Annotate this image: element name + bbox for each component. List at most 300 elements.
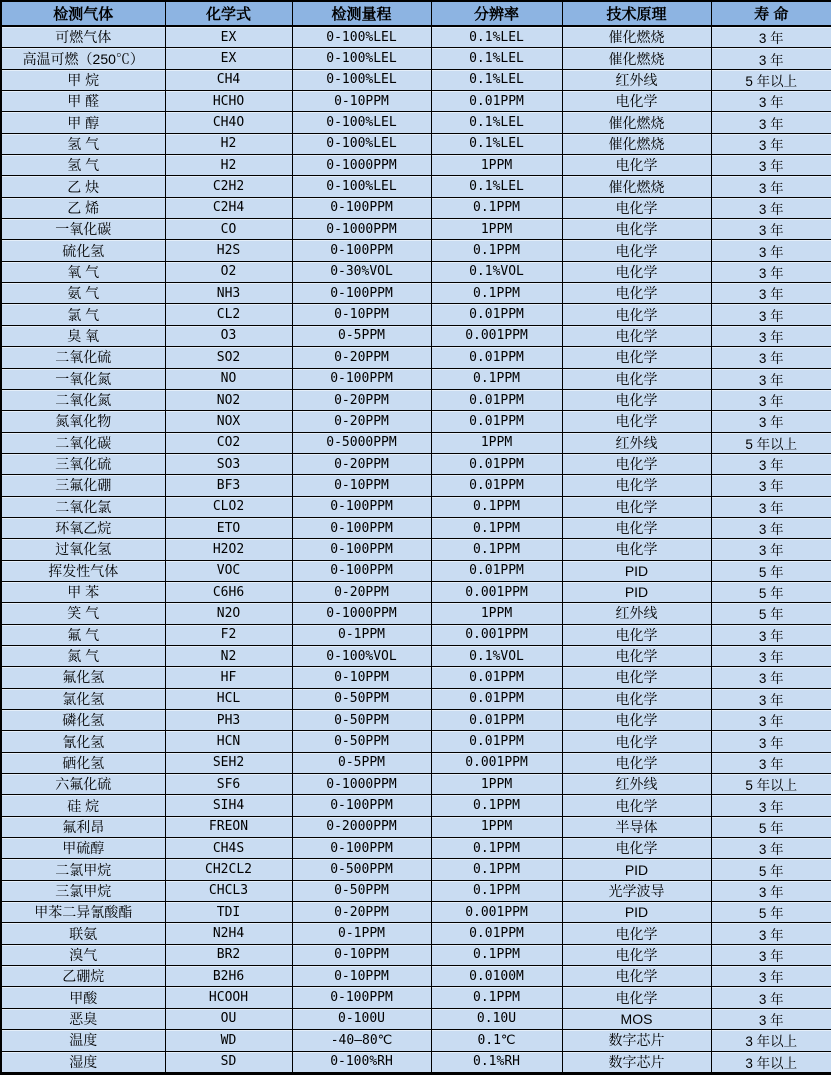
cell-gas: 氟化氢 bbox=[1, 667, 165, 688]
cell-range: 0-1PPM bbox=[292, 923, 431, 944]
table-row bbox=[1, 1030, 831, 1051]
cell-gas: 三氯甲烷 bbox=[1, 880, 165, 901]
cell-formula: ETO bbox=[165, 517, 292, 538]
cell-resolution: 0.01PPM bbox=[431, 710, 562, 731]
cell-principle: 催化燃烧 bbox=[562, 48, 711, 69]
cell-lifetime: 3 年 bbox=[711, 987, 831, 1008]
cell-resolution: 1PPM bbox=[431, 219, 562, 240]
cell-formula: H2 bbox=[165, 133, 292, 154]
table-row bbox=[1, 325, 831, 346]
cell-range: 0-100PPM bbox=[292, 496, 431, 517]
table-row bbox=[1, 517, 831, 538]
cell-resolution: 0.1%LEL bbox=[431, 176, 562, 197]
cell-lifetime: 3 年 bbox=[711, 368, 831, 389]
cell-principle: 电化学 bbox=[562, 539, 711, 560]
column-header-lifetime: 寿 命 bbox=[711, 1, 831, 26]
cell-lifetime: 3 年 bbox=[711, 26, 831, 48]
table-row bbox=[1, 816, 831, 837]
table-row bbox=[1, 411, 831, 432]
cell-formula: FREON bbox=[165, 816, 292, 837]
cell-gas: 氯 气 bbox=[1, 304, 165, 325]
cell-principle: 半导体 bbox=[562, 816, 711, 837]
table-row bbox=[1, 155, 831, 176]
cell-principle: PID bbox=[562, 902, 711, 923]
column-header-principle: 技术原理 bbox=[562, 1, 711, 26]
cell-resolution: 0.1PPM bbox=[431, 368, 562, 389]
cell-principle: 电化学 bbox=[562, 966, 711, 987]
cell-resolution: 0.01PPM bbox=[431, 688, 562, 709]
cell-resolution: 0.1PPM bbox=[431, 197, 562, 218]
column-header-gas: 检测气体 bbox=[1, 1, 165, 26]
cell-range: 0-10PPM bbox=[292, 304, 431, 325]
cell-resolution: 0.01PPM bbox=[431, 667, 562, 688]
cell-lifetime: 3 年 bbox=[711, 496, 831, 517]
cell-gas: 氮 气 bbox=[1, 645, 165, 666]
cell-lifetime: 3 年 bbox=[711, 1008, 831, 1029]
cell-lifetime: 3 年 bbox=[711, 667, 831, 688]
cell-lifetime: 3 年 bbox=[711, 795, 831, 816]
table-row bbox=[1, 838, 831, 859]
cell-lifetime: 3 年 bbox=[711, 304, 831, 325]
cell-formula: BF3 bbox=[165, 475, 292, 496]
cell-range: 0-100%LEL bbox=[292, 112, 431, 133]
cell-principle: 电化学 bbox=[562, 752, 711, 773]
cell-lifetime: 3 年 bbox=[711, 966, 831, 987]
cell-range: 0-100%LEL bbox=[292, 176, 431, 197]
cell-principle: 电化学 bbox=[562, 838, 711, 859]
cell-resolution: 0.1PPM bbox=[431, 838, 562, 859]
cell-principle: 红外线 bbox=[562, 603, 711, 624]
table-row bbox=[1, 240, 831, 261]
cell-gas: 湿度 bbox=[1, 1051, 165, 1074]
cell-range: 0-50PPM bbox=[292, 710, 431, 731]
cell-lifetime: 3 年 bbox=[711, 624, 831, 645]
cell-principle: MOS bbox=[562, 1008, 711, 1029]
cell-gas: 氧 气 bbox=[1, 261, 165, 282]
cell-range: 0-20PPM bbox=[292, 411, 431, 432]
cell-gas: 氢 气 bbox=[1, 133, 165, 154]
cell-gas: 氯化氢 bbox=[1, 688, 165, 709]
cell-range: 0-100%RH bbox=[292, 1051, 431, 1074]
cell-lifetime: 3 年 bbox=[711, 91, 831, 112]
cell-gas: 臭 氧 bbox=[1, 325, 165, 346]
cell-principle: 红外线 bbox=[562, 69, 711, 90]
cell-principle: 电化学 bbox=[562, 987, 711, 1008]
cell-range: 0-20PPM bbox=[292, 902, 431, 923]
cell-gas: 甲硫醇 bbox=[1, 838, 165, 859]
column-header-range: 检测量程 bbox=[292, 1, 431, 26]
cell-gas: 联氨 bbox=[1, 923, 165, 944]
cell-principle: 电化学 bbox=[562, 197, 711, 218]
cell-principle: 电化学 bbox=[562, 368, 711, 389]
cell-gas: 氟利昂 bbox=[1, 816, 165, 837]
cell-lifetime: 5 年以上 bbox=[711, 774, 831, 795]
cell-resolution: 0.01PPM bbox=[431, 475, 562, 496]
cell-resolution: 0.1%LEL bbox=[431, 69, 562, 90]
cell-formula: F2 bbox=[165, 624, 292, 645]
table-row bbox=[1, 453, 831, 474]
cell-resolution: 0.01PPM bbox=[431, 731, 562, 752]
cell-principle: 电化学 bbox=[562, 517, 711, 538]
table-row bbox=[1, 219, 831, 240]
table-row bbox=[1, 432, 831, 453]
cell-formula: NH3 bbox=[165, 283, 292, 304]
cell-range: 0-100PPM bbox=[292, 987, 431, 1008]
cell-resolution: 0.1PPM bbox=[431, 795, 562, 816]
cell-resolution: 0.01PPM bbox=[431, 560, 562, 581]
cell-range: 0-100%LEL bbox=[292, 26, 431, 48]
cell-range: 0-100PPM bbox=[292, 197, 431, 218]
cell-gas: 乙 炔 bbox=[1, 176, 165, 197]
cell-range: 0-5PPM bbox=[292, 325, 431, 346]
cell-lifetime: 3 年 bbox=[711, 133, 831, 154]
cell-principle: 电化学 bbox=[562, 219, 711, 240]
cell-formula: B2H6 bbox=[165, 966, 292, 987]
cell-range: 0-1000PPM bbox=[292, 774, 431, 795]
table-row bbox=[1, 389, 831, 410]
cell-formula: CL2 bbox=[165, 304, 292, 325]
cell-resolution: 0.1PPM bbox=[431, 880, 562, 901]
cell-formula: N2O bbox=[165, 603, 292, 624]
cell-principle: 光学波导 bbox=[562, 880, 711, 901]
cell-lifetime: 5 年 bbox=[711, 560, 831, 581]
cell-lifetime: 5 年 bbox=[711, 816, 831, 837]
cell-gas: 过氧化氢 bbox=[1, 539, 165, 560]
cell-principle: 电化学 bbox=[562, 91, 711, 112]
cell-principle: 电化学 bbox=[562, 731, 711, 752]
cell-lifetime: 3 年 bbox=[711, 752, 831, 773]
cell-resolution: 0.001PPM bbox=[431, 752, 562, 773]
cell-lifetime: 3 年 bbox=[711, 517, 831, 538]
table-row bbox=[1, 624, 831, 645]
cell-principle: 电化学 bbox=[562, 325, 711, 346]
table-row bbox=[1, 197, 831, 218]
table-row bbox=[1, 987, 831, 1008]
cell-lifetime: 3 年 bbox=[711, 261, 831, 282]
cell-lifetime: 3 年以上 bbox=[711, 1051, 831, 1074]
cell-gas: 二氧化碳 bbox=[1, 432, 165, 453]
cell-resolution: 0.01PPM bbox=[431, 91, 562, 112]
cell-gas: 甲 苯 bbox=[1, 581, 165, 602]
cell-range: 0-1000PPM bbox=[292, 219, 431, 240]
cell-resolution: 0.001PPM bbox=[431, 902, 562, 923]
cell-resolution: 0.01PPM bbox=[431, 923, 562, 944]
cell-principle: 催化燃烧 bbox=[562, 112, 711, 133]
cell-formula: CH4O bbox=[165, 112, 292, 133]
table-row bbox=[1, 283, 831, 304]
cell-principle: 电化学 bbox=[562, 347, 711, 368]
table-row bbox=[1, 1051, 831, 1074]
cell-formula: C6H6 bbox=[165, 581, 292, 602]
cell-resolution: 0.001PPM bbox=[431, 624, 562, 645]
cell-lifetime: 3 年 bbox=[711, 688, 831, 709]
cell-lifetime: 3 年以上 bbox=[711, 1030, 831, 1051]
table-row bbox=[1, 133, 831, 154]
cell-range: 0-5000PPM bbox=[292, 432, 431, 453]
cell-gas: 硅 烷 bbox=[1, 795, 165, 816]
cell-formula: SIH4 bbox=[165, 795, 292, 816]
header-row bbox=[1, 1, 831, 26]
table-row bbox=[1, 26, 831, 48]
table-row bbox=[1, 496, 831, 517]
cell-lifetime: 3 年 bbox=[711, 176, 831, 197]
cell-principle: 电化学 bbox=[562, 240, 711, 261]
cell-range: 0-100PPM bbox=[292, 795, 431, 816]
table-row bbox=[1, 645, 831, 666]
table-row bbox=[1, 261, 831, 282]
cell-lifetime: 3 年 bbox=[711, 453, 831, 474]
cell-gas: 恶臭 bbox=[1, 1008, 165, 1029]
cell-formula: SEH2 bbox=[165, 752, 292, 773]
cell-formula: CLO2 bbox=[165, 496, 292, 517]
cell-range: 0-100PPM bbox=[292, 517, 431, 538]
cell-gas: 甲酸 bbox=[1, 987, 165, 1008]
cell-formula: SO2 bbox=[165, 347, 292, 368]
table-row bbox=[1, 475, 831, 496]
cell-lifetime: 5 年 bbox=[711, 581, 831, 602]
cell-range: 0-100%LEL bbox=[292, 48, 431, 69]
cell-formula: CO bbox=[165, 219, 292, 240]
cell-principle: 催化燃烧 bbox=[562, 26, 711, 48]
cell-range: 0-10PPM bbox=[292, 91, 431, 112]
cell-formula: SF6 bbox=[165, 774, 292, 795]
cell-range: 0-100PPM bbox=[292, 539, 431, 560]
table-row bbox=[1, 539, 831, 560]
cell-gas: 氨 气 bbox=[1, 283, 165, 304]
table-body bbox=[1, 26, 831, 1074]
cell-resolution: 0.1PPM bbox=[431, 859, 562, 880]
cell-resolution: 0.10U bbox=[431, 1008, 562, 1029]
cell-formula: CHCL3 bbox=[165, 880, 292, 901]
cell-principle: 电化学 bbox=[562, 667, 711, 688]
cell-resolution: 0.1PPM bbox=[431, 944, 562, 965]
cell-principle: 电化学 bbox=[562, 923, 711, 944]
cell-lifetime: 3 年 bbox=[711, 283, 831, 304]
cell-range: 0-10PPM bbox=[292, 667, 431, 688]
cell-resolution: 0.1PPM bbox=[431, 240, 562, 261]
cell-formula: O3 bbox=[165, 325, 292, 346]
cell-gas: 挥发性气体 bbox=[1, 560, 165, 581]
cell-range: 0-1000PPM bbox=[292, 603, 431, 624]
table-header bbox=[1, 1, 831, 26]
cell-resolution: 0.1%LEL bbox=[431, 133, 562, 154]
cell-formula: HF bbox=[165, 667, 292, 688]
cell-resolution: 0.1PPM bbox=[431, 987, 562, 1008]
cell-gas: 二氧化氮 bbox=[1, 389, 165, 410]
cell-range: 0-100PPM bbox=[292, 560, 431, 581]
cell-formula: H2S bbox=[165, 240, 292, 261]
table-row bbox=[1, 368, 831, 389]
cell-gas: 甲 烷 bbox=[1, 69, 165, 90]
cell-lifetime: 3 年 bbox=[711, 325, 831, 346]
table-row bbox=[1, 902, 831, 923]
cell-formula: O2 bbox=[165, 261, 292, 282]
cell-formula: HCN bbox=[165, 731, 292, 752]
cell-gas: 二氧化氯 bbox=[1, 496, 165, 517]
cell-lifetime: 5 年以上 bbox=[711, 432, 831, 453]
cell-lifetime: 3 年 bbox=[711, 389, 831, 410]
cell-formula: EX bbox=[165, 26, 292, 48]
cell-formula: SO3 bbox=[165, 453, 292, 474]
cell-formula: BR2 bbox=[165, 944, 292, 965]
table-row bbox=[1, 859, 831, 880]
cell-gas: 甲 醛 bbox=[1, 91, 165, 112]
cell-resolution: 1PPM bbox=[431, 774, 562, 795]
cell-lifetime: 3 年 bbox=[711, 923, 831, 944]
cell-gas: 氟 气 bbox=[1, 624, 165, 645]
cell-gas: 磷化氢 bbox=[1, 710, 165, 731]
cell-formula: VOC bbox=[165, 560, 292, 581]
cell-formula: N2 bbox=[165, 645, 292, 666]
cell-lifetime: 5 年 bbox=[711, 603, 831, 624]
cell-principle: 电化学 bbox=[562, 645, 711, 666]
cell-range: 0-100%LEL bbox=[292, 133, 431, 154]
cell-formula: N2H4 bbox=[165, 923, 292, 944]
cell-formula: TDI bbox=[165, 902, 292, 923]
cell-gas: 一氧化碳 bbox=[1, 219, 165, 240]
table-row bbox=[1, 581, 831, 602]
cell-principle: 电化学 bbox=[562, 283, 711, 304]
cell-resolution: 0.1%VOL bbox=[431, 645, 562, 666]
cell-resolution: 1PPM bbox=[431, 816, 562, 837]
table-row bbox=[1, 560, 831, 581]
cell-formula: CH4 bbox=[165, 69, 292, 90]
table-row bbox=[1, 69, 831, 90]
table-row bbox=[1, 91, 831, 112]
cell-resolution: 0.1℃ bbox=[431, 1030, 562, 1051]
cell-lifetime: 5 年 bbox=[711, 902, 831, 923]
cell-formula: CH2CL2 bbox=[165, 859, 292, 880]
cell-resolution: 0.01PPM bbox=[431, 304, 562, 325]
column-header-resolution: 分辨率 bbox=[431, 1, 562, 26]
cell-lifetime: 3 年 bbox=[711, 539, 831, 560]
cell-principle: 电化学 bbox=[562, 688, 711, 709]
table-row bbox=[1, 112, 831, 133]
cell-gas: 硫化氢 bbox=[1, 240, 165, 261]
cell-range: 0-5PPM bbox=[292, 752, 431, 773]
cell-lifetime: 3 年 bbox=[711, 475, 831, 496]
cell-principle: 电化学 bbox=[562, 155, 711, 176]
cell-resolution: 0.1%LEL bbox=[431, 26, 562, 48]
cell-formula: EX bbox=[165, 48, 292, 69]
cell-resolution: 0.001PPM bbox=[431, 581, 562, 602]
cell-formula: SD bbox=[165, 1051, 292, 1074]
table-row bbox=[1, 347, 831, 368]
table-row bbox=[1, 48, 831, 69]
cell-range: 0-2000PPM bbox=[292, 816, 431, 837]
cell-range: 0-100%LEL bbox=[292, 69, 431, 90]
cell-range: 0-1PPM bbox=[292, 624, 431, 645]
cell-range: 0-50PPM bbox=[292, 880, 431, 901]
cell-formula: NO bbox=[165, 368, 292, 389]
cell-formula: HCOOH bbox=[165, 987, 292, 1008]
table-row bbox=[1, 944, 831, 965]
cell-formula: NOX bbox=[165, 411, 292, 432]
cell-lifetime: 5 年以上 bbox=[711, 69, 831, 90]
cell-lifetime: 3 年 bbox=[711, 880, 831, 901]
cell-lifetime: 3 年 bbox=[711, 48, 831, 69]
cell-gas: 甲 醇 bbox=[1, 112, 165, 133]
cell-principle: 红外线 bbox=[562, 774, 711, 795]
cell-formula: H2O2 bbox=[165, 539, 292, 560]
cell-gas: 环氧乙烷 bbox=[1, 517, 165, 538]
cell-gas: 三氧化硫 bbox=[1, 453, 165, 474]
cell-principle: PID bbox=[562, 581, 711, 602]
cell-resolution: 1PPM bbox=[431, 603, 562, 624]
cell-range: 0-50PPM bbox=[292, 731, 431, 752]
cell-principle: PID bbox=[562, 859, 711, 880]
cell-resolution: 0.1%LEL bbox=[431, 48, 562, 69]
cell-principle: 电化学 bbox=[562, 261, 711, 282]
cell-gas: 氢 气 bbox=[1, 155, 165, 176]
cell-principle: 红外线 bbox=[562, 432, 711, 453]
cell-lifetime: 3 年 bbox=[711, 944, 831, 965]
cell-formula: NO2 bbox=[165, 389, 292, 410]
cell-range: 0-100PPM bbox=[292, 838, 431, 859]
column-header-formula: 化学式 bbox=[165, 1, 292, 26]
cell-gas: 乙 烯 bbox=[1, 197, 165, 218]
cell-principle: 电化学 bbox=[562, 389, 711, 410]
cell-formula: HCHO bbox=[165, 91, 292, 112]
cell-lifetime: 3 年 bbox=[711, 112, 831, 133]
cell-resolution: 1PPM bbox=[431, 432, 562, 453]
cell-resolution: 0.01PPM bbox=[431, 411, 562, 432]
cell-range: 0-10PPM bbox=[292, 475, 431, 496]
cell-formula: HCL bbox=[165, 688, 292, 709]
cell-resolution: 0.01PPM bbox=[431, 347, 562, 368]
cell-range: 0-20PPM bbox=[292, 581, 431, 602]
table-row bbox=[1, 688, 831, 709]
cell-principle: 数字芯片 bbox=[562, 1051, 711, 1074]
cell-resolution: 1PPM bbox=[431, 155, 562, 176]
cell-lifetime: 3 年 bbox=[711, 838, 831, 859]
cell-gas: 二氧化硫 bbox=[1, 347, 165, 368]
cell-gas: 笑 气 bbox=[1, 603, 165, 624]
cell-gas: 高温可燃（250℃） bbox=[1, 48, 165, 69]
cell-lifetime: 3 年 bbox=[711, 411, 831, 432]
cell-range: 0-20PPM bbox=[292, 389, 431, 410]
cell-formula: C2H2 bbox=[165, 176, 292, 197]
cell-gas: 一氧化氮 bbox=[1, 368, 165, 389]
cell-gas: 温度 bbox=[1, 1030, 165, 1051]
cell-gas: 可燃气体 bbox=[1, 26, 165, 48]
cell-resolution: 0.1%RH bbox=[431, 1051, 562, 1074]
cell-range: 0-100PPM bbox=[292, 368, 431, 389]
cell-range: 0-100PPM bbox=[292, 240, 431, 261]
cell-principle: 电化学 bbox=[562, 496, 711, 517]
cell-range: 0-20PPM bbox=[292, 347, 431, 368]
cell-principle: 电化学 bbox=[562, 304, 711, 325]
cell-resolution: 0.1PPM bbox=[431, 517, 562, 538]
cell-gas: 溴气 bbox=[1, 944, 165, 965]
table-row bbox=[1, 176, 831, 197]
cell-range: 0-30%VOL bbox=[292, 261, 431, 282]
cell-principle: 电化学 bbox=[562, 944, 711, 965]
cell-lifetime: 3 年 bbox=[711, 645, 831, 666]
cell-range: 0-500PPM bbox=[292, 859, 431, 880]
cell-range: 0-100U bbox=[292, 1008, 431, 1029]
cell-range: 0-10PPM bbox=[292, 944, 431, 965]
cell-formula: PH3 bbox=[165, 710, 292, 731]
cell-lifetime: 3 年 bbox=[711, 731, 831, 752]
cell-gas: 甲苯二异氰酸酯 bbox=[1, 902, 165, 923]
cell-gas: 乙硼烷 bbox=[1, 966, 165, 987]
cell-range: -40—80℃ bbox=[292, 1030, 431, 1051]
cell-lifetime: 5 年 bbox=[711, 859, 831, 880]
table-row bbox=[1, 603, 831, 624]
cell-principle: 电化学 bbox=[562, 411, 711, 432]
cell-lifetime: 3 年 bbox=[711, 197, 831, 218]
